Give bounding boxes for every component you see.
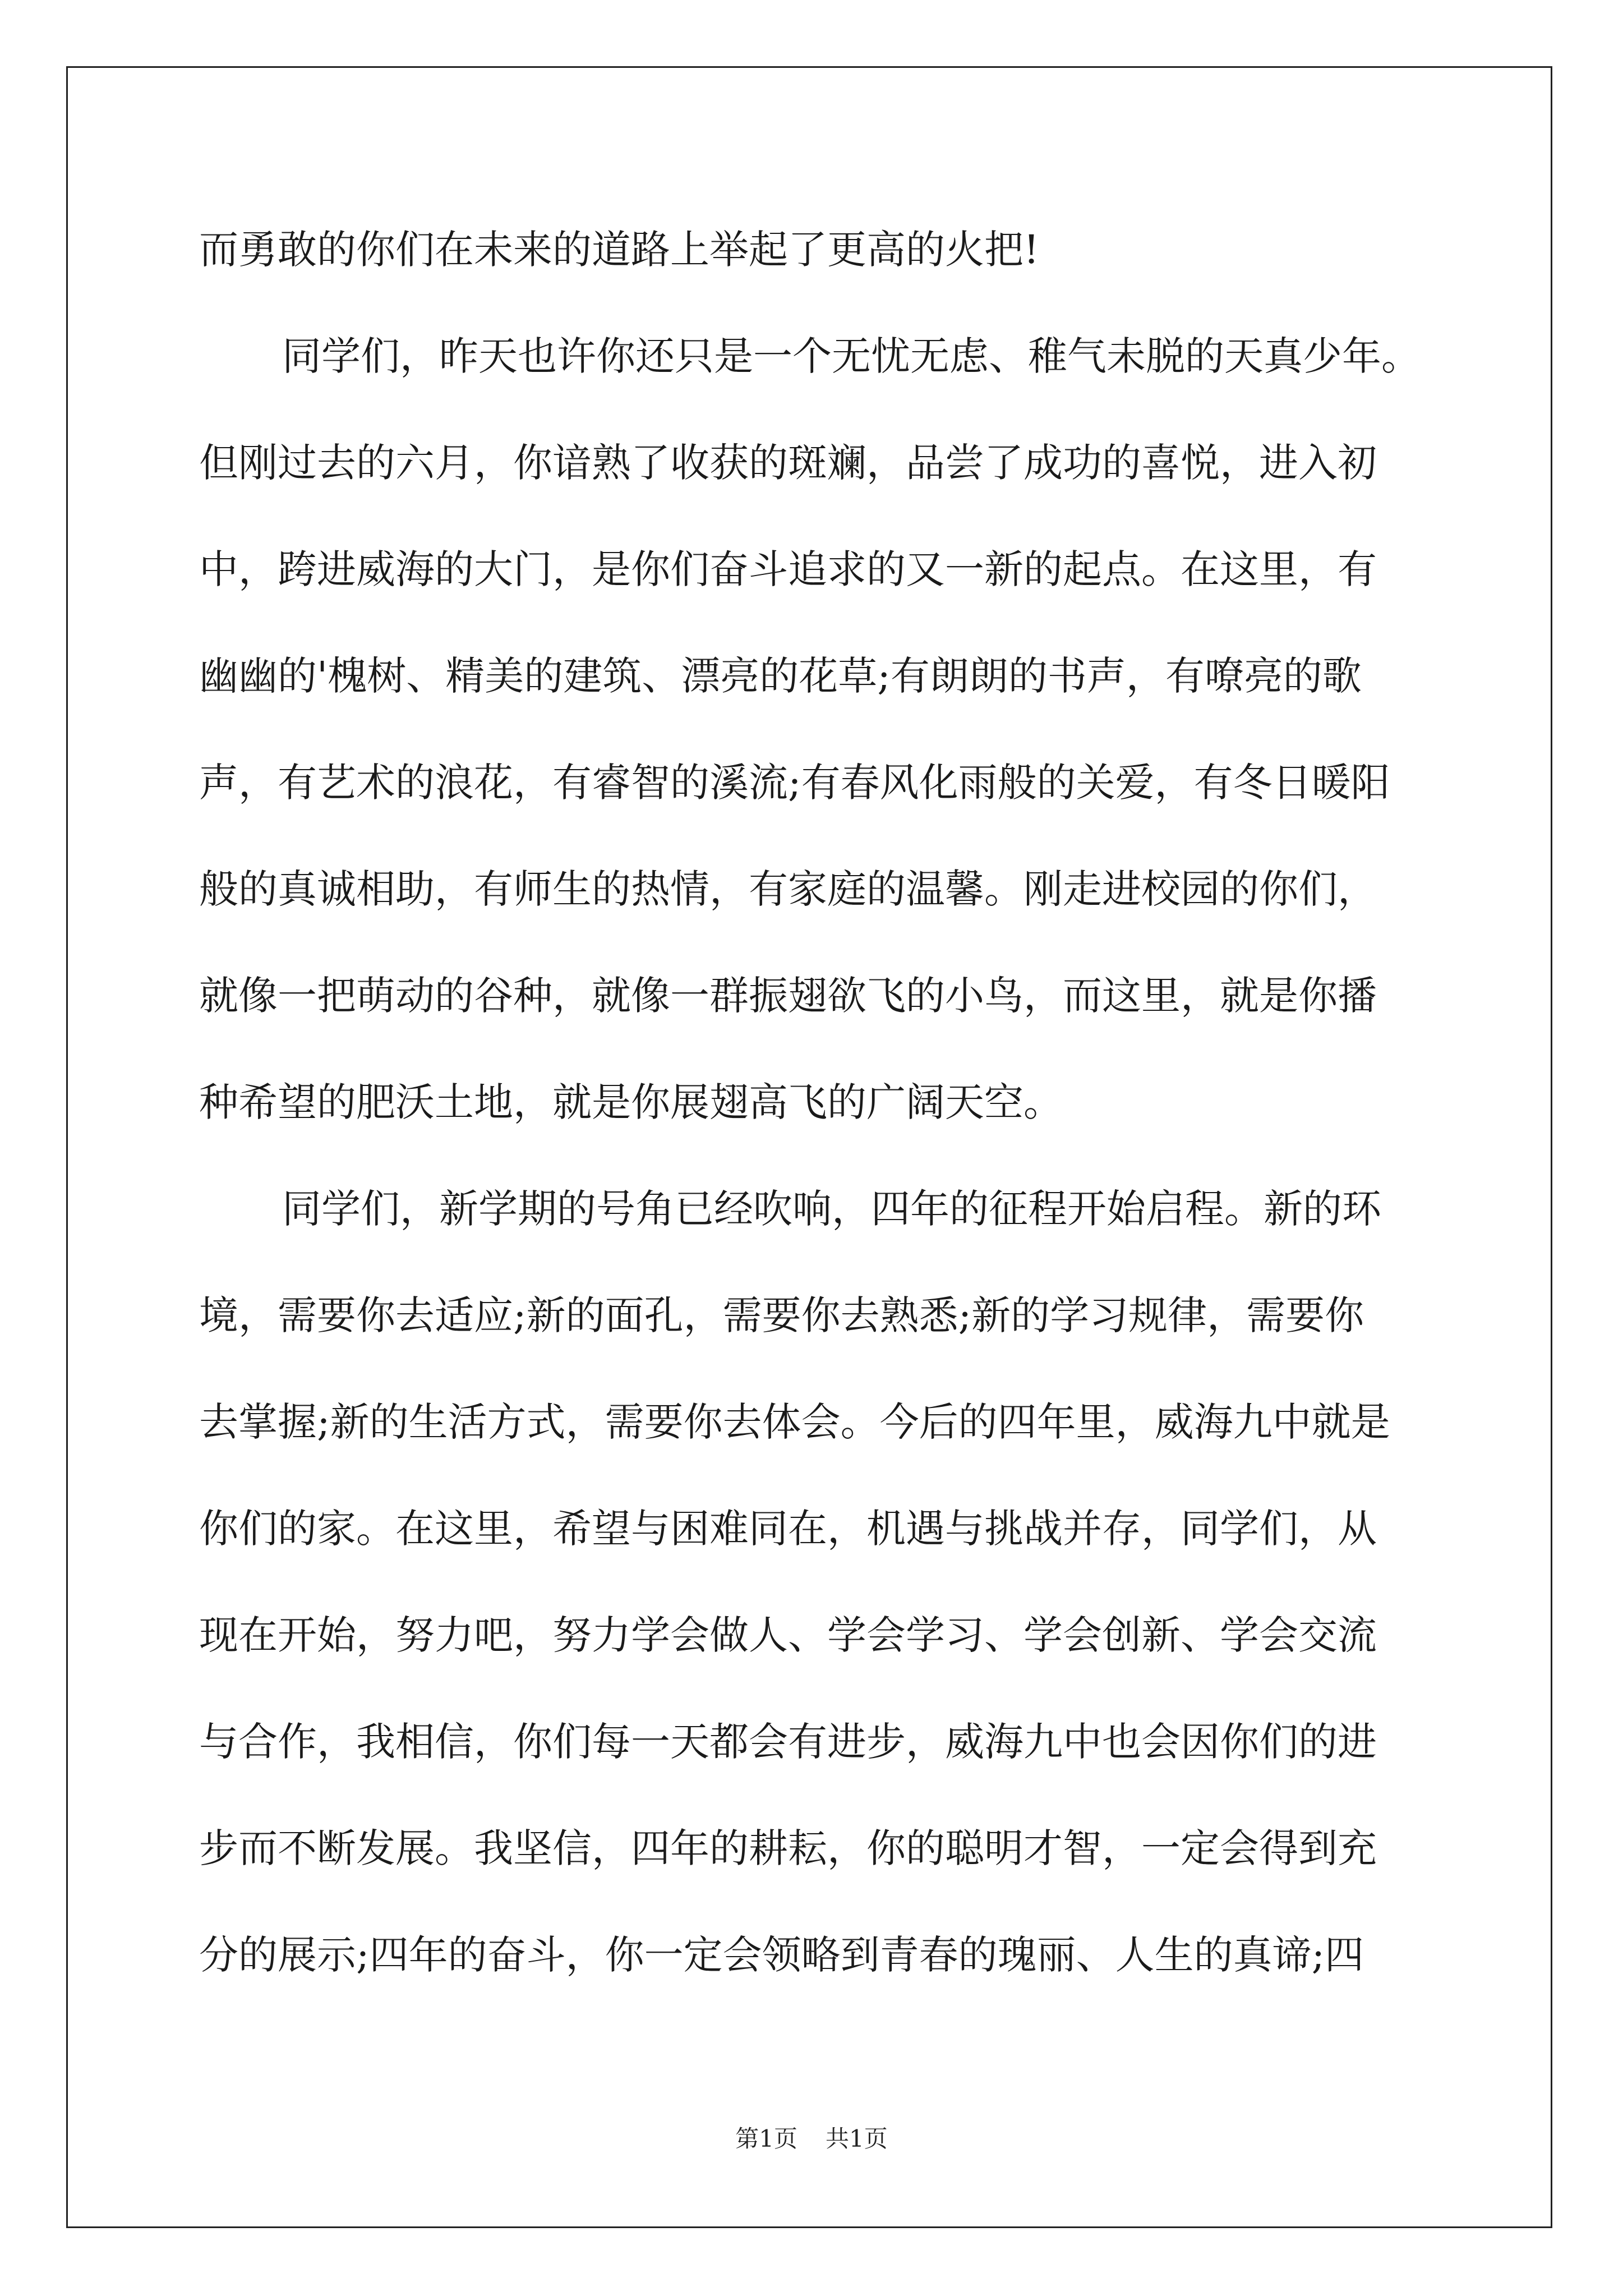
text-line: 声，有艺术的浪花，有睿智的溪流;有春风化雨般的关爱，有冬日暖阳 <box>199 760 1390 806</box>
text-line: 种希望的肥沃土地，就是你展翅高飞的广阔天空。 <box>199 1079 1063 1125</box>
document-body <box>199 205 1424 2017</box>
text-line: 分的展示;四年的奋斗，你一定会领略到青春的瑰丽、人生的真谛;四 <box>199 1932 1364 1978</box>
paragraph-start-line: 同学们，昨天也许你还只是一个无忧无虑、稚气未脱的天真少年。 <box>282 333 1421 379</box>
text-line: 你们的家。在这里，希望与困难同在，机遇与挑战并存，同学们，从 <box>199 1506 1377 1552</box>
text-line: 但刚过去的六月，你谙熟了收获的斑斓，品尝了成功的喜悦，进入初 <box>199 440 1377 486</box>
text-line: 中，跨进威海的大门，是你们奋斗追求的又一新的起点。在这里，有 <box>199 546 1377 592</box>
text-line: 境，需要你去适应;新的面孔，需要你去熟悉;新的学习规律，需要你 <box>199 1292 1364 1338</box>
text-line: 步而不断发展。我坚信，四年的耕耘，你的聪明才智，一定会得到充 <box>199 1825 1377 1871</box>
text-line: 现在开始，努力吧，努力学会做人、学会学习、学会创新、学会交流 <box>199 1612 1377 1658</box>
text-line: 就像一把萌动的谷种，就像一群振翅欲飞的小鸟，而这里，就是你播 <box>199 973 1377 1019</box>
text-line: 去掌握;新的生活方式，需要你去体会。今后的四年里，威海九中就是 <box>199 1399 1390 1445</box>
text-line: 幽幽的'槐树、精美的建筑、漂亮的花草;有朗朗的书声，有嘹亮的歌 <box>199 653 1362 699</box>
text-line: 般的真诚相助，有师生的热情，有家庭的温馨。刚走进校园的你们， <box>199 866 1377 912</box>
paragraph-start-line: 同学们，新学期的号角已经吹响，四年的征程开始启程。新的环 <box>282 1186 1381 1232</box>
text-line: 与合作，我相信，你们每一天都会有进步，威海九中也会因你们的进 <box>199 1719 1377 1765</box>
page-total: 共1页 <box>826 2125 888 2152</box>
page-footer <box>0 2120 1623 2154</box>
page-number: 第1页 <box>735 2125 797 2152</box>
text-line: 而勇敢的你们在未来的道路上举起了更高的火把! <box>199 227 1040 273</box>
